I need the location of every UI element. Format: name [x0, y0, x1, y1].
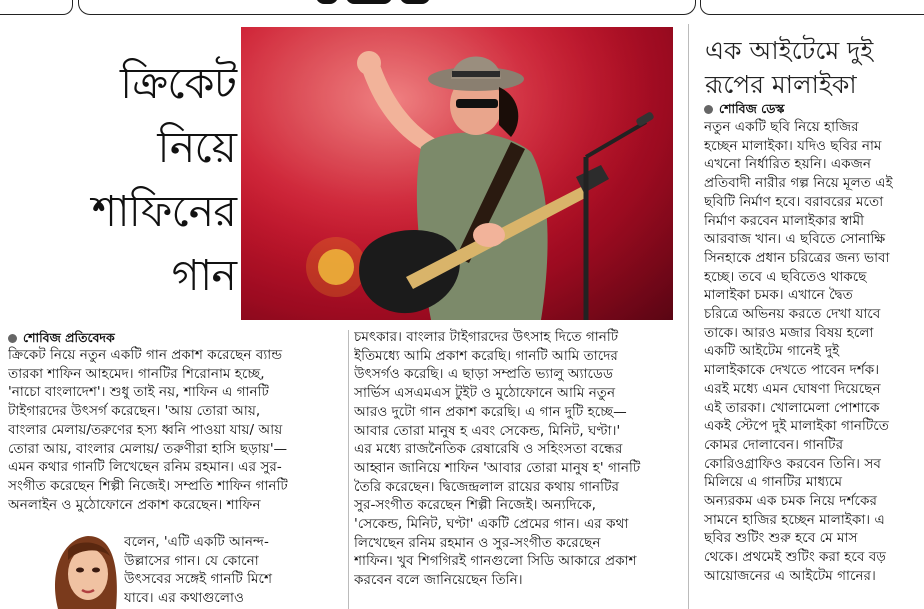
- column-divider: [348, 330, 349, 609]
- body-line: মিলিয়ে এ গানটির মাধ্যমে: [704, 474, 843, 491]
- body-line: এরই মধ্যে এমন ঘোষণা দিয়েছেন: [704, 380, 881, 397]
- photo-portrait-icon: [44, 530, 122, 609]
- body-line: লিখেছেন রনিম রহমান ও সুর-সংগীত করেছেন: [354, 534, 601, 551]
- body-line: উল্লাসের গান। যে কোনো: [124, 552, 259, 569]
- body-line: অনলাইন ও মুঠোফোনে প্রকাশ করেছেন। শাফিন: [8, 496, 261, 513]
- body-line: এই তারকা। খোলামেলা পোশাকে: [704, 399, 880, 416]
- side-headline: [705, 34, 915, 102]
- headline-line: শাফিনের: [91, 187, 236, 237]
- body-line: এখনো নির্ধারিত হয়নি। একজন: [704, 156, 872, 173]
- sidebar-divider: [688, 24, 689, 609]
- body-line: মালাইকাকে দেখতে পাবেন দর্শক।: [704, 362, 880, 379]
- body-line: আরও দুটো গান প্রকাশ করেছি। এ গান দুটি হচ্ছে—: [354, 403, 627, 420]
- body-line: একই স্টেপে দুই মালাইকা গানটিতে: [704, 418, 889, 435]
- body-line: শাফিন। খুব শিগগিরই গানগুলো সিডি আকারে প্রকাশ: [354, 553, 637, 570]
- body-line: যাবে। এর কথাগুলোও: [124, 590, 244, 607]
- main-headline: [40, 52, 236, 308]
- side-headline-line: রূপের মালাইকা: [705, 70, 857, 99]
- body-line: একটি আইটেম গানেই দুই: [704, 343, 840, 360]
- body-line: সামনে হাজির হচ্ছেন মালাইকা। এ: [704, 511, 885, 528]
- body-line: নির্মাণ করবেন মালাইকার স্বামী: [704, 212, 865, 229]
- headline-line: নিয়ে: [157, 123, 236, 173]
- main-column-1: [8, 346, 346, 514]
- body-line: মালাইকা চমক। এখানে দ্বৈত: [704, 287, 853, 304]
- body-line: ছবিটি নির্মাণ হবে। বরাবরের মতো: [704, 193, 884, 210]
- body-line: কোমর দোলাবেন। গানটির: [704, 436, 844, 453]
- side-headline-line: এক আইটেমে দুই: [705, 36, 874, 65]
- body-line: তোরা আয়, বাংলার মেলায়/ তরুণীরা হাসি ছড়ায়'—: [8, 440, 288, 457]
- body-line: ইতিমধ্যে আমি প্রকাশ করেছি। গানটি আমি তাদের: [354, 347, 618, 364]
- body-line: প্রতিবাদী নারীর গল্প নিয়ে মূলত এই: [704, 175, 893, 192]
- body-line: বলেন, 'এটি একটি আনন্দ-: [124, 534, 269, 550]
- body-line: তাকে। আরও মজার বিষয় হলো: [704, 324, 874, 341]
- body-line: ক্রিকেট নিয়ে নতুন একটি গান প্রকাশ করেছেন ব্যান্ড: [8, 347, 283, 363]
- body-line: নতুন একটি ছবি নিয়ে হাজির: [704, 119, 859, 135]
- body-line: বাংলার মেলায়/তরুণের হস্য ধ্বনি পাওয়া যায়/ আয়: [8, 421, 283, 438]
- body-line: 'সেকেন্ড, মিনিট, ঘণ্টা' একটি প্রেমের গান। এর কথা: [354, 516, 629, 533]
- body-line: হচ্ছেন মালাইকা। যদিও ছবির নাম: [704, 137, 882, 154]
- body-line: তারকা শাফিন আহমেদ। গানটির শিরোনাম হচ্ছে,: [8, 365, 265, 382]
- body-line: সংগীত করেছেন শিল্পী নিজেই। সম্প্রতি শাফিন গানটি: [8, 477, 288, 494]
- body-line: চমৎকার। বাংলার টাইগারদের উৎসাহ দিতে গানটি: [354, 329, 619, 345]
- body-line: আবার তোরা মানুষ হ এবং সেকেন্ড, মিনিট, ঘণ্টা।': [354, 422, 621, 439]
- body-line: করবেন বলে জানিয়েছেন তিনি।: [354, 572, 523, 589]
- side-column: [704, 118, 918, 586]
- bullet-icon: [704, 105, 713, 114]
- body-line: তৈরি করেছেন। দ্বিজেন্দ্রলাল রায়ের কথায় গানটির: [354, 478, 619, 495]
- body-line: থেকে। প্রথমেই শুটিং করা হবে বড়: [704, 549, 887, 566]
- body-line: ছবির শুটিং শুরু হবে মে মাস: [704, 530, 858, 547]
- body-line: হচ্ছে। তবে এ ছবিতেও থাকছে: [704, 268, 867, 285]
- malaika-portrait: [44, 530, 122, 609]
- main-byline-text: শোবিজ প্রতিবেদক: [23, 330, 115, 345]
- body-line: আয়োজনের এ আইটেম গানের।: [704, 567, 876, 584]
- side-byline-text: শোবিজ ডেস্ক: [719, 101, 785, 116]
- body-line: সুর-সংগীত করেছেন শিল্পী নিজেই। অন্যদিকে,: [354, 497, 596, 514]
- body-line: আহ্বান জানিয়ে শাফিন 'আবার তোরা মানুষ হ' গানটি: [354, 459, 641, 476]
- guitarist-photo: [241, 27, 673, 320]
- masthead-title-fragment: [310, 0, 530, 10]
- main-column-2: [354, 328, 674, 590]
- bullet-icon: [8, 334, 17, 343]
- body-line: টাইগারদের উৎসর্গ করেছেন। 'আয় তোরা আয়,: [8, 403, 261, 420]
- body-line: সার্ভিস এসএমএস টুইট ও মুঠোফোনে আমি নতুন: [354, 385, 616, 402]
- photo-guitarist-icon: [241, 27, 673, 320]
- body-line: উৎসর্গও করেছি। এ ছাড়া সম্প্রতি ভ্যালু অ্যাডেড: [354, 366, 614, 383]
- body-line: এমন কথার গানটি লিখেছেন রনিম রহমান। এর সুর-: [8, 459, 282, 476]
- headline-line: ক্রিকেট: [119, 59, 236, 109]
- masthead-frame-left: [0, 0, 73, 15]
- body-line: অন্যরকম এক চমক নিয়ে দর্শকের: [704, 493, 878, 510]
- body-line: আরবাজ খান। এ ছবিতে সোনাক্ষি: [704, 231, 886, 248]
- body-line: 'নাচো বাংলাদেশ'। শুধু তাই নয়, শাফিন এ গানটি: [8, 384, 269, 401]
- body-line: চরিত্রে অভিনয় করতে দেখা যাবে: [704, 306, 881, 323]
- masthead-frame-right: [700, 0, 924, 15]
- body-line: এর মধ্যে রাজনৈতিক রেষারেষি ও সহিংসতা বন্ধের: [354, 441, 623, 458]
- body-line: সিনহাকে প্রধান চরিত্রের জন্য ভাবা: [704, 249, 890, 266]
- body-line: উৎসবের সঙ্গেই গানটি মিশে: [124, 571, 273, 588]
- body-line: কোরিওগ্রাফিও করবেন তিনি। সব: [704, 455, 881, 472]
- main-column-1-wrap: [124, 533, 346, 608]
- headline-line: গান: [171, 251, 236, 301]
